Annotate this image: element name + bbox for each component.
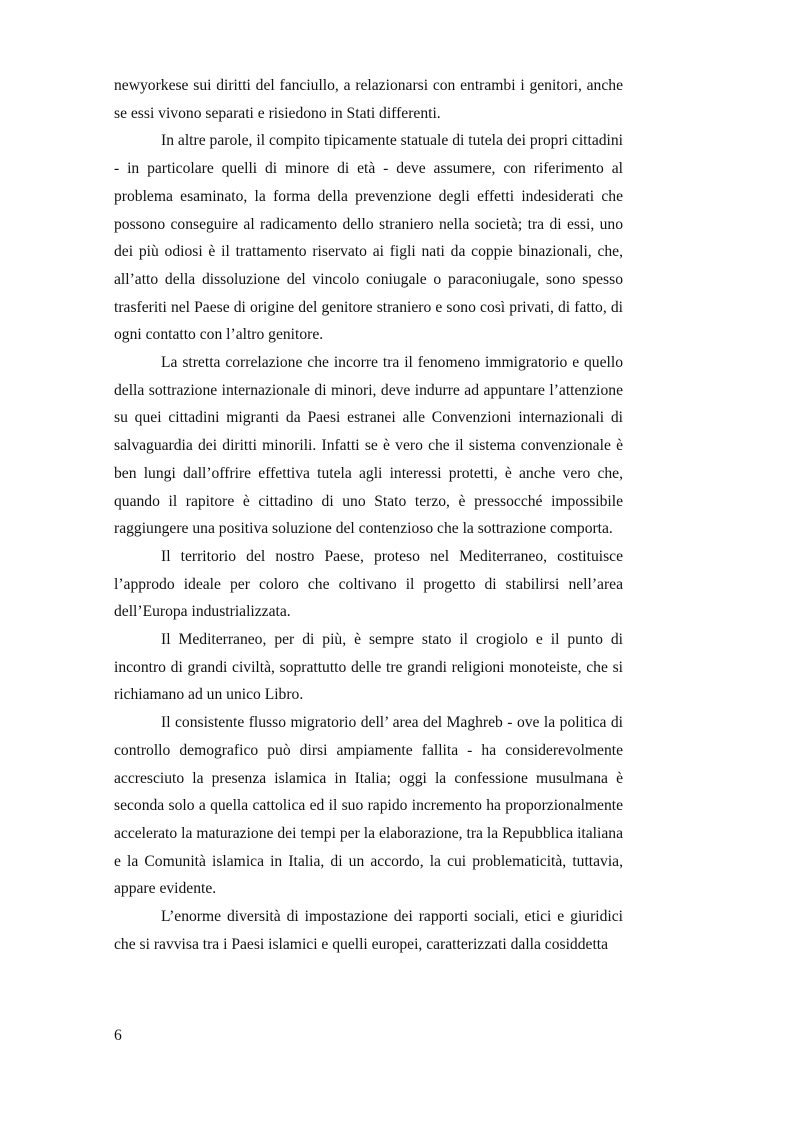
- paragraph-territory: Il territorio del nostro Paese, proteso nel Mediterraneo, costituisce l’approdo ideale per coloro che coltivano il progetto di stabilirsi nell’area dell’Europa industrializzata.: [114, 547, 623, 621]
- document-body: [114, 72, 623, 959]
- paragraph-migration-flow: Il consistente flusso migratorio dell’ area del Maghreb - ove la politica di controllo demografico può dirsi ampiamente fallita - ha considerevolmente accresciuto la presenza islamica in Italia; oggi la confessione musulmana è seconda solo a quella cattolica ed il suo rapido incremento ha proporzionalmente accelerato la maturazione dei tempi per la elaborazione, tra la Repubblica italiana e la Comunità islamica in Italia, di un accordo, la cui problematicità, tuttavia, appare evidente.: [114, 714, 623, 898]
- paragraph-continuation: newyorkese sui diritti del fanciullo, a relazionarsi con entrambi i genitori, anche se essi vivono separati e risiedono in Stati differenti.: [114, 77, 623, 122]
- paragraph-mediterranean: Il Mediterraneo, per di più, è sempre stato il crogiolo e il punto di incontro di grandi civiltà, soprattutto delle tre grandi religioni monoteiste, che si richiamano ad un unico Libro.: [114, 631, 623, 704]
- page-number: 6: [114, 1027, 122, 1044]
- paragraph-diversity: L’enorme diversità di impostazione dei rapporti sociali, etici e giuridici che si ravvisa tra i Paesi islamici e quelli europei, caratterizzati dalla cosiddetta: [114, 908, 623, 953]
- paragraph-state-protection: In altre parole, il compito tipicamente statuale di tutela dei propri cittadini - in particolare quelli di minore di età - deve assumere, con riferimento al problema esaminato, la forma della prevenzione degli effetti indesiderati che possono conseguire al radicamento dello straniero nella società; tra di essi, uno dei più odiosi è il trattamento riservato ai figli nati da coppie binazionali, che, all’atto della dissoluzione del vincolo coniugale o paraconiugale, sono spesso trasferiti nel Paese di origine del genitore straniero e sono così privati, di fatto, di ogni contatto con l’altro genitore.: [114, 132, 623, 344]
- paragraph-correlation: La stretta correlazione che incorre tra il fenomeno immigratorio e quello della sottrazione internazionale di minori, deve indurre ad appuntare l’attenzione su quei cittadini migranti da Paesi estranei alle Convenzioni internazionali di salvaguardia dei diritti minorili. Infatti se è vero che il sistema convenzionale è ben lungi dall’offrire effettiva tutela agli interessi protetti, è anche vero che, quando il rapitore è cittadino di uno Stato terzo, è pressocché impossibile raggiungere una positiva soluzione del contenzioso che la sottrazione comporta.: [114, 354, 623, 538]
